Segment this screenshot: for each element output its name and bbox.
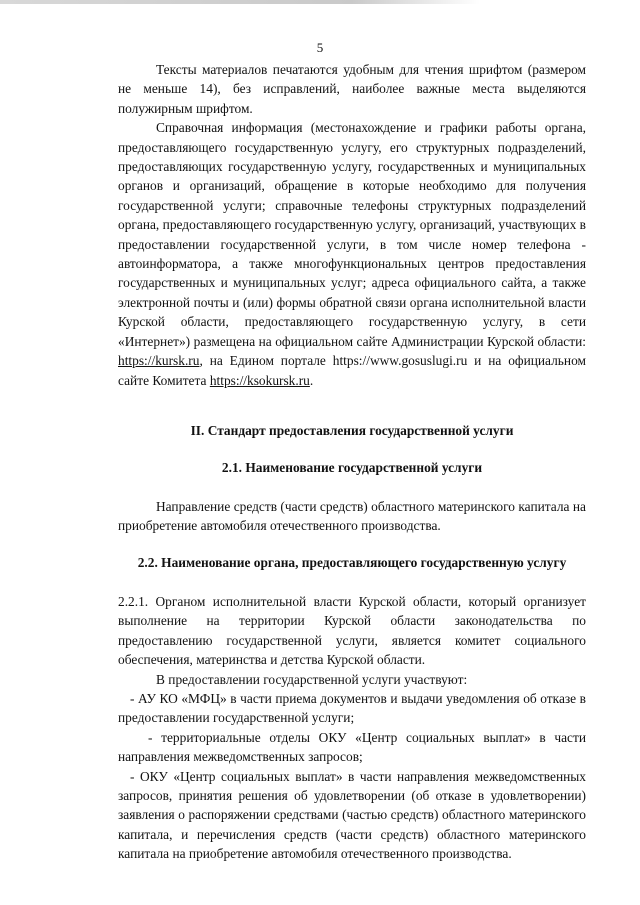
subsection-2-1-heading: 2.1. Наименование государственной услуги <box>221 460 483 476</box>
paragraph-2-2-1: 2.2.1. Органом исполнительной власти Курской области, который организует выполнение на территории Курской области законодательства по предоставлению государственной услуги, является комитет социального обеспечения, материнства и детства Курской области. <box>118 593 586 668</box>
reference-info-text-end: . <box>309 372 314 388</box>
participants-intro: В предоставлении государственной услуги участвуют: <box>156 671 468 687</box>
paragraph-fonts: Тексты материалов печатаются удобным для чтения шрифтом (размером не меньше 14), без исправлений, наиболее важные места выделяются полужирным шрифтом. <box>118 62 586 116</box>
ksokursk-ru-link[interactable]: https://ksokursk.ru <box>209 372 310 388</box>
reference-info-text: Справочная информация (местонахождение и графики работы органа, предоставляющего государственную услугу, его структурных подразделений, предоставляющих государственную услугу, государственных и муниципальных органов и организаций, обращение в которые необходимо для получения государственной услуги; справочные телефоны структурных подразделений органа, предоставляющего государственную услугу, организаций, участвующих в предоставлении государственной услуги, в том числе номер телефона - автоинформатора, а также многофункциональных центров предоставления государственных и муниципальных услуг; адреса официального сайта, а также электронной почты и (или) формы обратной связи органа исполнительной власти Курской области, предоставляющего государственную услугу, в сети «Интернет») размещена на официальном сайте Администрации Курской области: <box>118 120 586 349</box>
page-number: 5 <box>316 40 324 55</box>
section-2-heading: II. Стандарт предоставления государственной услуги <box>190 422 514 438</box>
participant-item: - АУ КО «МФЦ» в части приема документов и выдачи уведомления об отказе в предоставлении государственной услуги; <box>118 690 586 726</box>
document-body <box>118 60 586 864</box>
paragraph-reference-info <box>118 118 586 390</box>
participant-item: - территориальные отделы ОКУ «Центр социальных выплат» в части направления межведомственных запросов; <box>118 729 586 765</box>
reference-info-text-2: , на Едином портале https://www.gosuslugi.ru и на официальном сайте Комитета <box>118 353 586 388</box>
service-name-paragraph: Направление средств (части средств) областного материнского капитала на приобретение автомобиля отечественного производства. <box>118 498 586 534</box>
page-top-edge <box>0 0 640 4</box>
kursk-ru-link[interactable]: https://kursk.ru <box>118 353 200 369</box>
subsection-2-2-heading: 2.2. Наименование органа, предоставляющего государственную услугу <box>137 554 567 570</box>
participant-item: - ОКУ «Центр социальных выплат» в части направления межведомственных запросов, принятия решения об удовлетворении (об отказе в удовлетворении) заявления о распоряжении средствами (частью средств) областного материнского капитала, и перечисления средств (части средств) областного материнского капитала на приобретение автомобиля отечественного производства. <box>118 768 586 862</box>
